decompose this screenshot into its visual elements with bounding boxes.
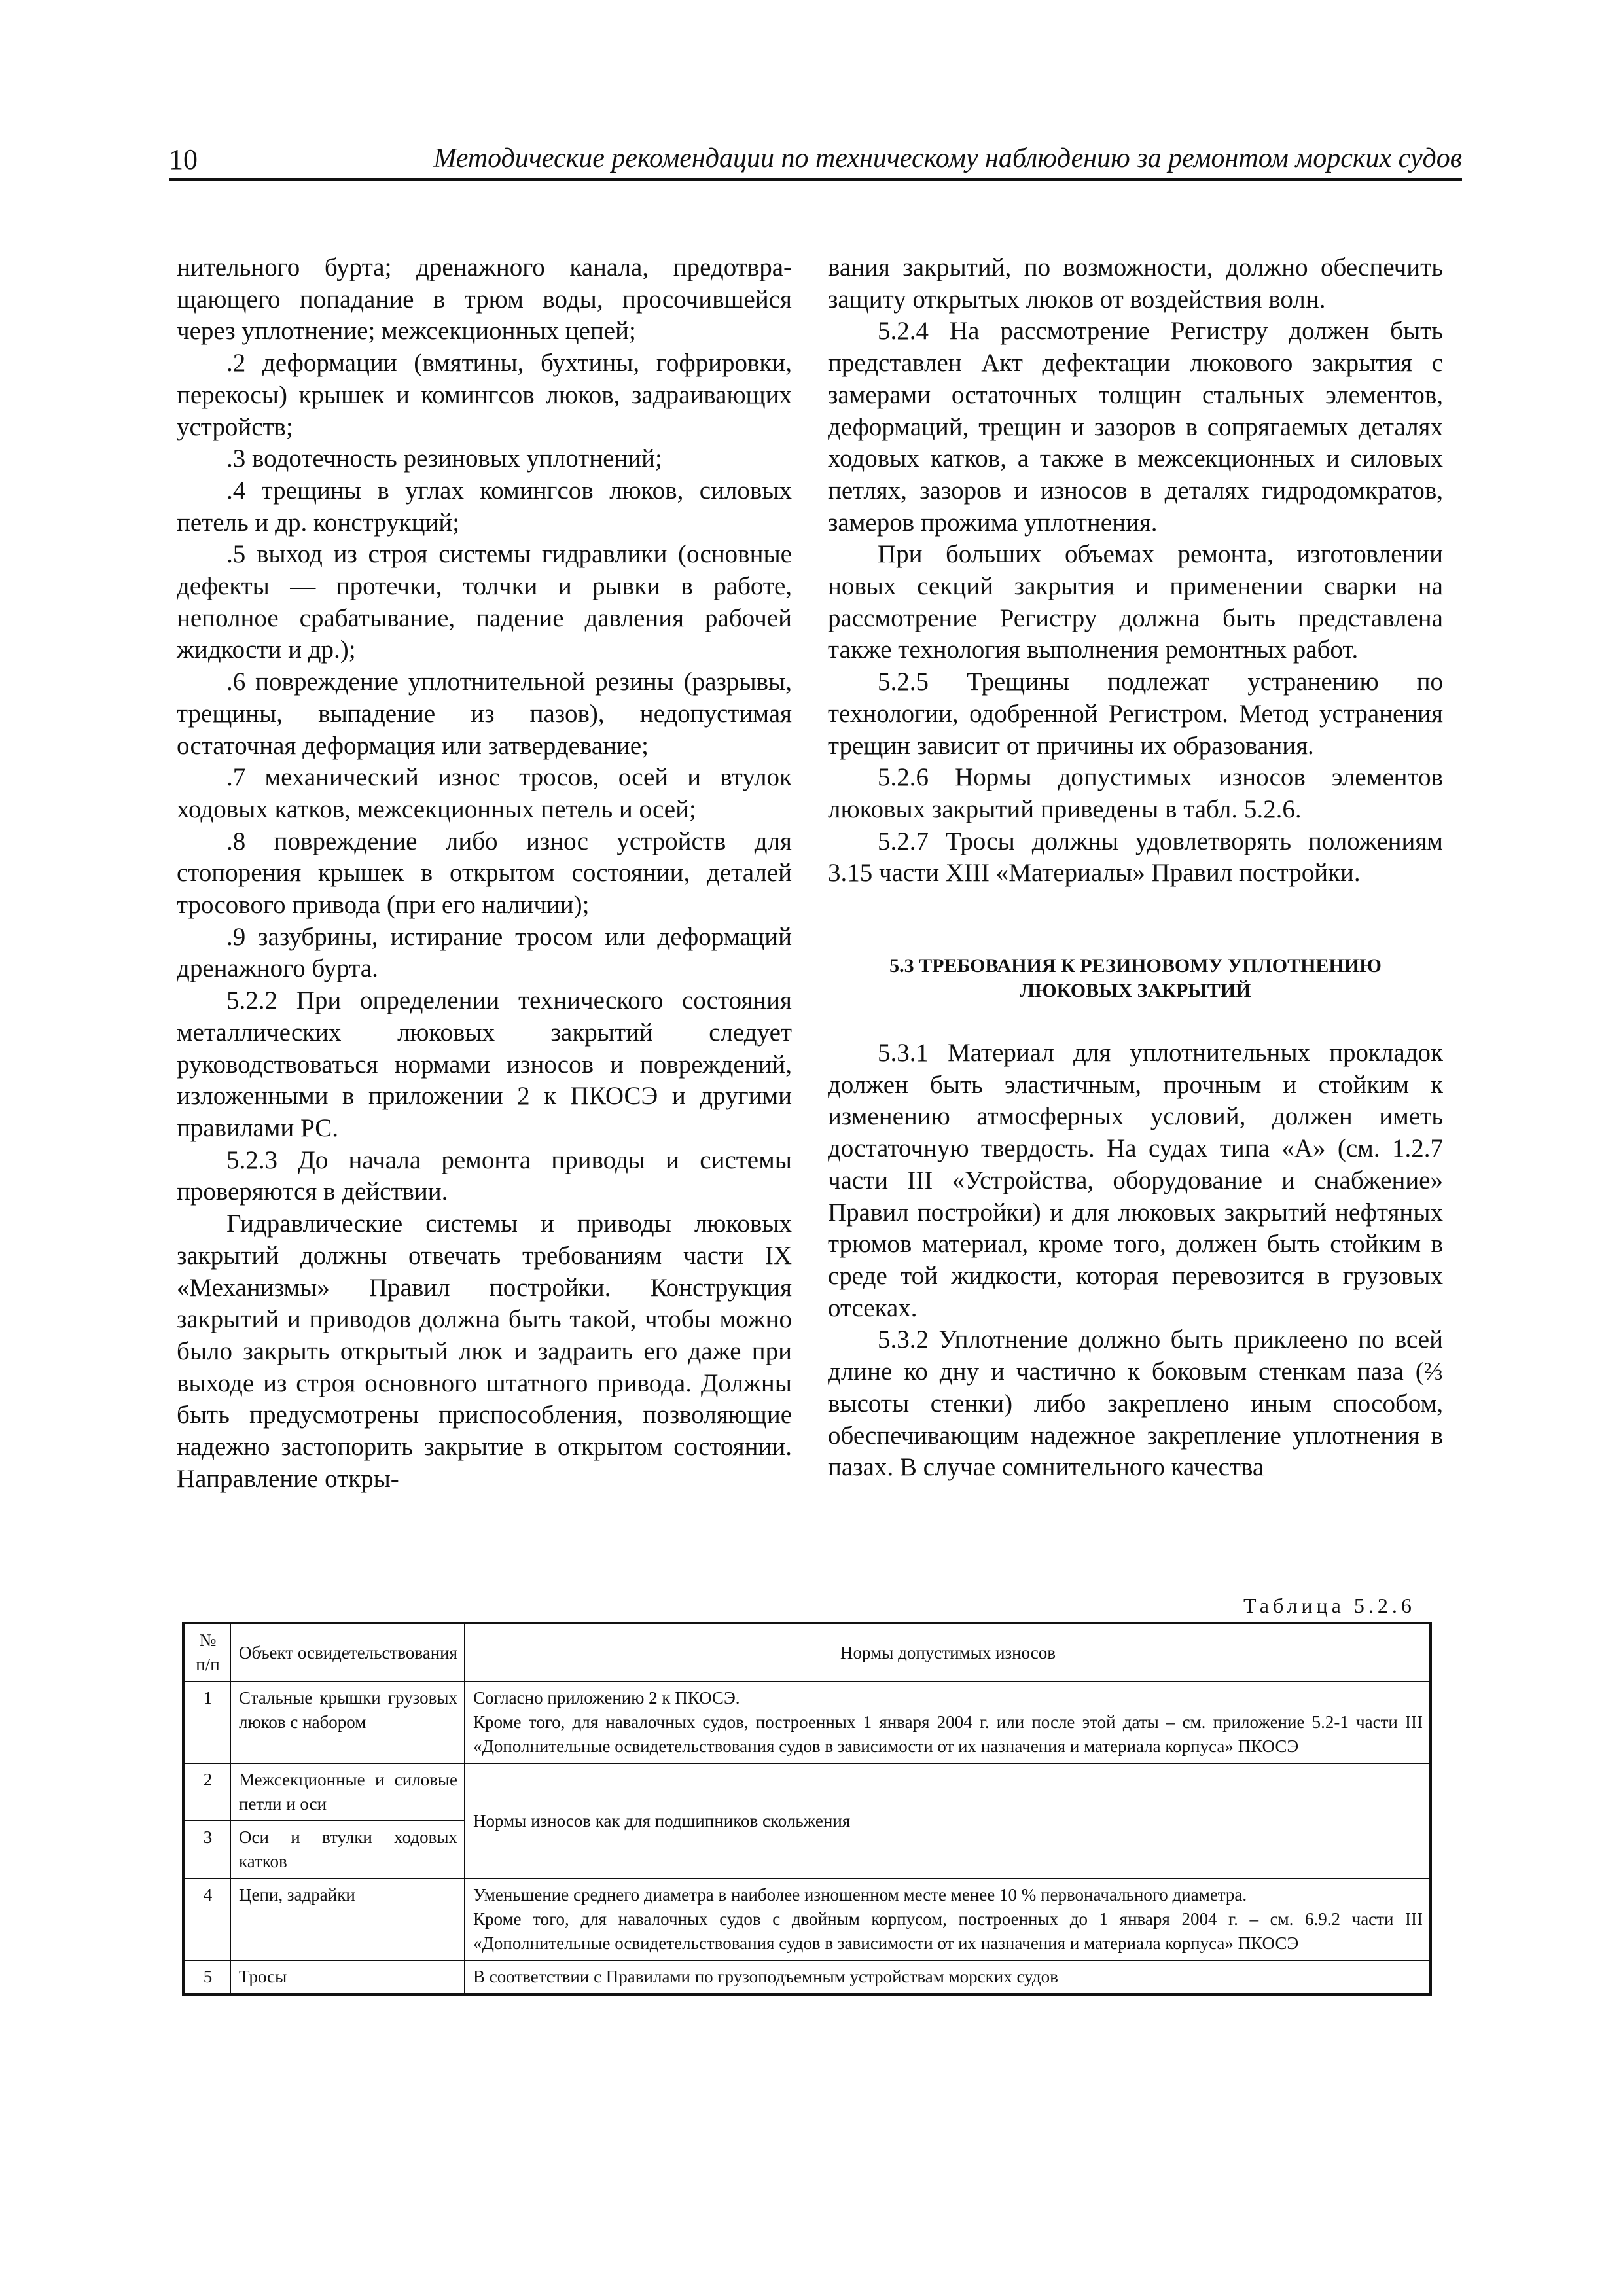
paragraph: 5.3.1 Материал для уплотнительных прокладок должен быть эластичным, прочным и стойким к изменению атмосферных условий, должен иметь достаточную твердость. На судах типа «А» (см. 1.2.7 части III «Устройства, оборудование и снабжение» Правил постройки) и для люковых закрытий нефтяных трюмов материал, кроме того, должен быть стойким в среде той жидкости, которая перевозится в грузовых отсеках. [828, 1039, 1443, 1322]
paragraph: При больших объемах ремонта, изготовлении новых секций закрытия и применении сварки на рассмотрение Регистру должна быть представлена также технология выполнения ремонтных работ. [828, 540, 1443, 664]
list-item: .4 трещины в углах комингсов люков, силовых петель и др. конструкций; [177, 476, 792, 537]
paragraph: 5.2.4 На рассмотрение Регистру должен быть представлен Акт дефектации люкового закрытия с замерами остаточных толщин стальных элементов, деформаций, трещин и зазоров в сопрягаемых деталях ходовых катков, а также в межсекционных и силовых петлях, зазоров и износов в деталях гидродомкратов, замеров прожима уплотнения. [828, 317, 1443, 537]
row-object: Межсекционные и силовые петли и оси [230, 1763, 465, 1821]
list-item: .6 повреждение уплотнительной резины (разрывы, трещины, выпадение из пазов), недопустимая остаточная деформация или затвердевание; [177, 668, 792, 760]
row-object: Тросы [230, 1960, 465, 1994]
list-item: .7 механический износ тросов, осей и втулок ходовых катков, межсекционных петель и осей; [177, 763, 792, 823]
section-heading-line-2: ЛЮКОВЫХ ЗАКРЫТИЙ [1020, 980, 1251, 1002]
header-norms: Нормы допустимых износов [465, 1623, 1431, 1681]
row-num: 4 [183, 1878, 230, 1960]
table-row [183, 1763, 1431, 1821]
paragraph: 5.3.2 Уплотнение должно быть приклеено по всей длине ко дну и частично к боковым стенкам паза (⅔ высоты стенки) либо закреплено иным способом, обеспечивающим надежное закрепление уплотнения в пазах. В случае сомнительного качества [828, 1325, 1443, 1482]
norms-line: Уменьшение среднего диаметра в наиболее изношенном месте менее 10 % первоначального диаметра. [473, 1885, 1247, 1905]
norms-table [182, 1622, 1432, 1996]
paragraph: 5.2.2 При определении технического состояния металлических люковых закрытий следует руководствоваться нормами износов и повреждений, изложенными в приложении 2 к ПКОСЭ и другими правилами РС. [177, 986, 792, 1142]
table-row [183, 1878, 1431, 1960]
norms-line: Кроме того, для навалочных судов, построенных 1 января 2004 г. или после этой даты – см. приложение 5.2-1 части III «Дополнительные освидетельствования судов в зависимости от их назначения и материала корпуса» ПКОСЭ [473, 1712, 1423, 1756]
list-item: .3 водотечность резиновых уплотнений; [226, 444, 662, 473]
left-column [177, 252, 792, 1495]
row-num: 5 [183, 1960, 230, 1994]
norms-line: Кроме того, для навалочных судов с двойным корпусом, построенных до 1 января 2004 г. – см. 6.9.2 части III «Дополнительные освидетельствования судов в зависимости от их назначения и материала корпуса» ПКОСЭ [473, 1909, 1423, 1953]
row-num: 2 [183, 1763, 230, 1821]
list-item: .2 деформации (вмятины, бухтины, гофрировки, перекосы) крышек и комингсов люков, задраивающих устройств; [177, 349, 792, 441]
list-item: .5 выход из строя системы гидравлики (основные дефекты — протечки, толчки и рывки в работе, неполное срабатывание, падение давления рабочей жидкости и др.); [177, 540, 792, 664]
list-item: .8 повреждение либо износ устройств для стопорения крышек в открытом состоянии, деталей тросового привода (при его наличии); [177, 827, 792, 920]
header-num: № п/п [183, 1623, 230, 1681]
row-norms: В соответствии с Правилами по грузоподъемным устройствам морских судов [465, 1960, 1431, 1994]
paragraph: 5.2.3 До начала ремонта приводы и системы проверяются в действии. [177, 1145, 792, 1206]
table-row [183, 1681, 1431, 1763]
paragraph: 5.2.5 Трещины подлежат устранению по технологии, одобренной Регистром. Метод устранения трещин зависит от причины их образования. [828, 668, 1443, 760]
row-object: Стальные крышки грузовых люков с набором [230, 1681, 465, 1763]
running-title: Методические рекомендации по техническому наблюдению за ремонтом морских судов [433, 143, 1462, 173]
row-object: Цепи, задрайки [230, 1878, 465, 1960]
paragraph: вания закрытий, по возможности, должно обеспечить защиту открытых люков от воздействия волн. [828, 253, 1443, 314]
header-object: Объект освидетельствования [230, 1623, 465, 1681]
list-item: .9 зазубрины, истирание тросом или деформаций дренажного бурта. [177, 922, 792, 983]
paragraph: Гидравлические системы и приводы люковых закрытий должны отвечать требованиям части IX «Механизмы» Правил постройки. Конструкция закрытий и приводов должна быть такой, чтобы можно было закрыть открытый люк и задраить его даже при выходе из строя основного штатного привода. Должны быть предусмотрены приспособления, позволяющие надежно застопорить закрытие в открытом состоянии. Направление откры- [177, 1210, 792, 1493]
header-rule [169, 178, 1462, 181]
section-heading-line-1: 5.3 ТРЕБОВАНИЯ К РЕЗИНОВОМУ УПЛОТНЕНИЮ [889, 955, 1382, 977]
section-heading [828, 954, 1443, 1003]
row-num: 3 [183, 1821, 230, 1878]
table-header-row [183, 1623, 1431, 1681]
paragraph: 5.2.6 Нормы допустимых износов элементов люковых закрытий приведены в табл. 5.2.6. [828, 763, 1443, 823]
paragraph: 5.2.7 Тросы должны удовлетворять положениям 3.15 части XIII «Материалы» Правил постройки. [828, 827, 1443, 888]
norms-line: Согласно приложению 2 к ПКОСЭ. [473, 1688, 740, 1708]
right-column [828, 252, 1443, 1484]
row-norms [465, 1681, 1431, 1763]
paragraph: нительного бурта; дренажного канала, предотвра-щающего попадание в трюм воды, просочившейся через уплотнение; межсекционных цепей; [177, 253, 792, 346]
table-row [183, 1960, 1431, 1994]
row-num: 1 [183, 1681, 230, 1763]
page-header [169, 143, 1462, 179]
row-object: Оси и втулки ходовых катков [230, 1821, 465, 1878]
row-norms: Нормы износов как для подшипников скольжения [465, 1763, 1431, 1878]
table-caption: Таблица 5.2.6 [1243, 1594, 1416, 1617]
page-number: 10 [169, 143, 198, 175]
row-norms [465, 1878, 1431, 1960]
